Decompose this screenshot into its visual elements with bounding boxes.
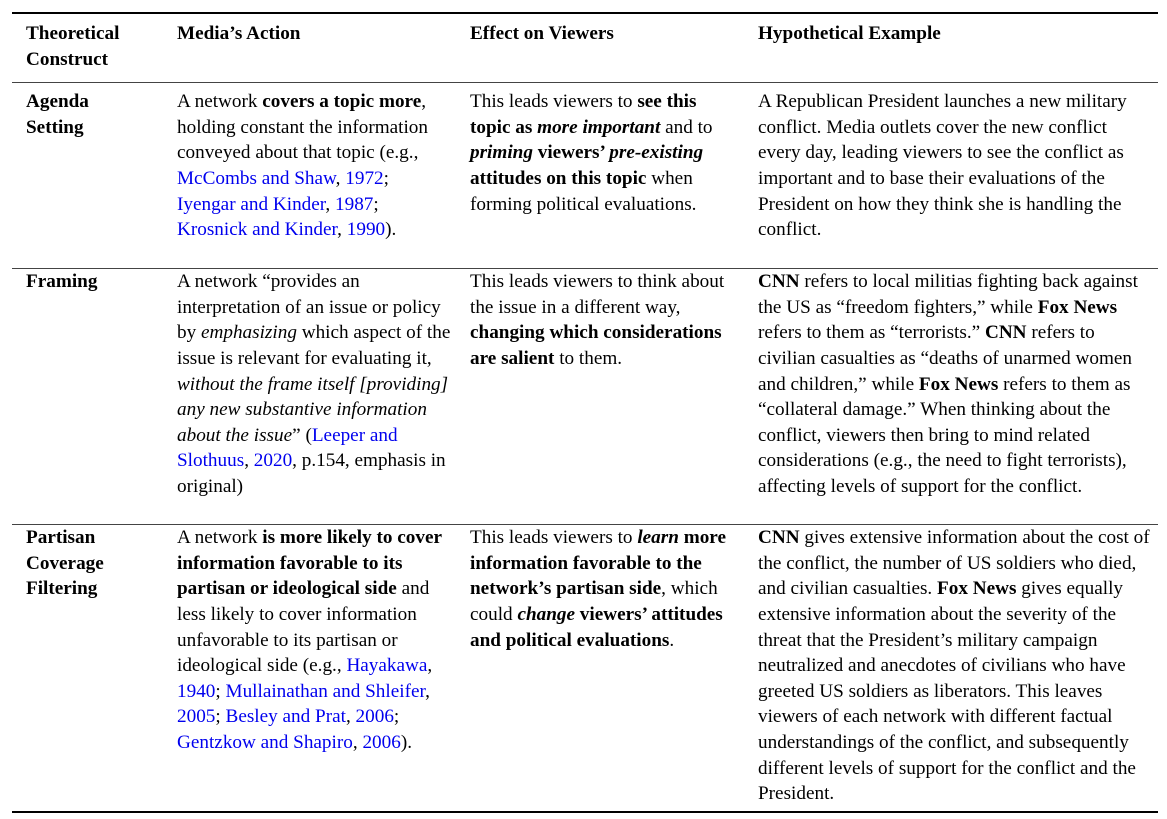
text-segment: refers to them as “collateral damage.” When thinking about the conflict, viewers then bring to mind related considerations (e.g., the need to fight terrorists), affecting levels of support for the conflict. (758, 373, 1131, 497)
text-segment: ; (383, 167, 389, 189)
emphasis-text: change (517, 603, 575, 625)
citation-link[interactable]: Mullainathan and Shleifer (225, 680, 426, 702)
text-segment: , (352, 731, 363, 753)
cell-example (744, 269, 1158, 525)
construct-name: Framing (26, 271, 98, 293)
header-hypothetical-example (744, 13, 1158, 83)
citation-link[interactable]: Iyengar and Kinder (177, 193, 326, 215)
text-segment: This leads viewers to (470, 91, 638, 113)
action-text (163, 89, 456, 243)
text-segment: ; (373, 193, 379, 215)
text-segment: without the frame itself [providing] any new substantive information about the issue (177, 373, 449, 446)
text-segment: . (669, 629, 675, 651)
header-medias-action (163, 13, 456, 83)
text-segment: , (244, 450, 254, 472)
emphasis-text: is more likely to cover information favorable to its partisan or ideological side (177, 527, 442, 600)
emphasis-text: see this topic as (470, 91, 697, 138)
text-segment: which aspect of the issue is relevant for evaluating it, (177, 322, 451, 369)
emphasis-text: pre-existing (609, 142, 704, 164)
text-segment: and to (660, 116, 713, 138)
cell-example (744, 525, 1158, 813)
text-segment: , p.154, emphasis in original) (177, 450, 446, 497)
emphasis-text: Fox News (937, 578, 1017, 600)
text-segment: ; (215, 680, 226, 702)
emphasis-text: more information favorable to the network’s partisan side (470, 527, 726, 600)
text-segment: , which could (470, 578, 718, 625)
table-row-partisan-coverage-filtering (12, 525, 1158, 813)
text-segment: ” ( (292, 424, 312, 446)
citation-link[interactable]: 2020 (253, 450, 293, 472)
header-effect-on-viewers (456, 13, 744, 83)
citation-link[interactable]: McCombs and Shaw (177, 167, 336, 189)
text-segment: gives equally extensive information about the severity of the threat that the President’s military campaign neutralized and anecdotes of civilians who have greeted US soldiers as liberators. This leaves viewers of each network with different factual understandings of the conflict, and subsequently different levels of support for the conflict and the President. (758, 578, 1136, 805)
emphasis-text: CNN (758, 527, 800, 549)
cell-action (163, 525, 456, 813)
text-segment: A Republican President launches a new military conflict. Media outlets cover the new conflict every day, leading viewers to see the conflict as important and to base their evaluations of the President on how they think she is handling the conflict. (758, 91, 1127, 241)
construct-name: Partisan Coverage Filtering (26, 527, 104, 600)
text-segment: This leads viewers to (470, 527, 638, 549)
text-segment: , (325, 193, 335, 215)
action-text (163, 269, 456, 499)
citation-link[interactable]: Hayakawa (346, 655, 428, 677)
text-segment: emphasizing (200, 322, 297, 344)
text-segment: A network “provides an interpretation of an issue or policy by (177, 271, 441, 344)
text-segment: refers to local militias fighting back against the US as “freedom fighters,” while (758, 271, 1138, 318)
cell-theoretical-construct (12, 525, 163, 813)
citation-link[interactable]: 1940 (177, 680, 216, 702)
header-label: Effect on Viewers (470, 23, 614, 44)
emphasis-text: priming (470, 142, 533, 164)
table-row-framing (12, 269, 1158, 525)
text-segment: This leads viewers to think about the issue in a different way, (470, 271, 725, 318)
effect-text (456, 89, 744, 217)
header-theoretical-construct (12, 13, 163, 83)
cell-theoretical-construct (12, 269, 163, 525)
example-text (744, 89, 1158, 243)
effect-text (456, 269, 744, 371)
media-effects-table-container (12, 12, 1158, 813)
emphasis-text: CNN (758, 271, 800, 293)
text-segment: , (345, 706, 356, 728)
emphasis-text: viewers’ attitudes and political evaluations (470, 603, 723, 651)
table-header-row (12, 13, 1158, 83)
emphasis-text: viewers’ (532, 142, 610, 164)
text-segment: refers to civilian casualties as “deaths of unarmed women and children,” while (758, 322, 1133, 395)
emphasis-text: covers a topic more (262, 91, 422, 113)
emphasis-text: attitudes on this topic (470, 167, 647, 189)
text-segment: , (427, 655, 433, 677)
cell-action (163, 269, 456, 525)
citation-link[interactable]: Krosnick and Kinder (177, 219, 338, 241)
text-segment: ). (400, 731, 413, 753)
media-effects-table (12, 12, 1158, 813)
action-text (163, 525, 456, 755)
citation-link[interactable]: Leeper and Slothuus (177, 424, 398, 472)
example-text (744, 269, 1158, 499)
text-segment: when forming political evaluations. (470, 167, 697, 215)
text-segment: gives extensive information about the cost of the conflict, the number of US soldiers who died, and civilian casualties. (758, 527, 1150, 600)
citation-link[interactable]: 2006 (362, 731, 401, 753)
example-text (744, 525, 1158, 807)
cell-theoretical-construct (12, 83, 163, 269)
emphasis-text: Fox News (918, 373, 999, 395)
citation-link[interactable]: Gentzkow and Shapiro (177, 731, 353, 753)
cell-effect (456, 525, 744, 813)
header-label: Media’s Action (177, 23, 301, 44)
citation-link[interactable]: 1987 (335, 193, 374, 215)
cell-effect (456, 83, 744, 269)
text-segment: , (335, 167, 346, 189)
emphasis-text: more important (537, 116, 661, 138)
citation-link[interactable]: 2006 (355, 706, 394, 728)
text-segment: A network (177, 91, 263, 113)
emphasis-text: CNN (984, 322, 1027, 344)
table-row-agenda-setting (12, 83, 1158, 269)
citation-link[interactable]: 2005 (177, 706, 216, 728)
header-label: Theoretical Construct (26, 23, 120, 70)
emphasis-text: learn (637, 527, 679, 549)
text-segment: ). (385, 219, 397, 241)
cell-example (744, 83, 1158, 269)
text-segment: , holding constant the information conveyed about that topic (e.g., (177, 91, 428, 164)
effect-text (456, 525, 744, 653)
text-segment: ; (215, 706, 226, 728)
text-segment: , (425, 680, 430, 702)
emphasis-text: changing which considerations are salient (470, 322, 722, 369)
citation-link[interactable]: Besley and Prat (225, 706, 346, 728)
emphasis-text: Fox News (1037, 296, 1118, 318)
text-segment: , (337, 219, 347, 241)
text-segment: A network (177, 527, 263, 549)
citation-link[interactable]: 1972 (345, 167, 384, 189)
construct-name: Agenda Setting (26, 91, 89, 138)
cell-action (163, 83, 456, 269)
cell-effect (456, 269, 744, 525)
text-segment: refers to them as “terrorists.” (758, 322, 985, 344)
header-label: Hypothetical Example (758, 23, 941, 44)
citation-link[interactable]: 1990 (346, 219, 386, 241)
text-segment: to them. (554, 347, 623, 369)
text-segment: ; (393, 706, 400, 728)
text-segment: and less likely to cover information unfavorable to its partisan or ideological side (e.g., (177, 578, 430, 677)
